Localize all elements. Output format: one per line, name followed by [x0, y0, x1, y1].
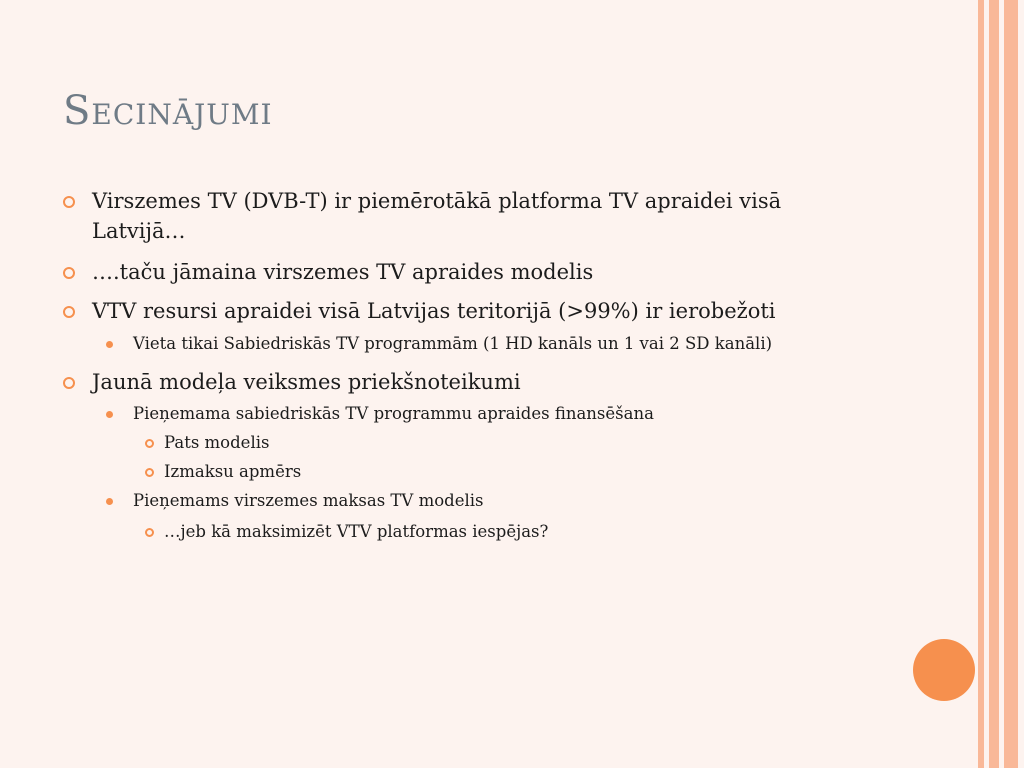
slide-title: Secinājumi [63, 88, 273, 134]
bullet-4-1-1: Pats modelis [164, 433, 270, 452]
bullet-dot-icon [106, 341, 113, 348]
bullet-1-continued: Latvijā… [92, 219, 186, 243]
edge-stripe [1018, 0, 1024, 768]
bullet-ring-icon [63, 306, 75, 318]
bullet-4-1-2: Izmaksu apmērs [164, 462, 302, 481]
bullet-dot-icon [106, 411, 113, 418]
bullet-small-ring-icon [145, 468, 154, 477]
bullet-ring-icon [63, 196, 75, 208]
bullet-1: Virszemes TV (DVB-T) ir piemērotākā platforma TV apraidei visā [92, 189, 782, 213]
edge-stripe [989, 0, 999, 768]
bullet-ring-icon [63, 377, 75, 389]
bullet-dot-icon [106, 498, 113, 505]
edge-stripe [1004, 0, 1018, 768]
bullet-4-2-1: …jeb kā maksimizēt VTV platformas iespējas? [164, 522, 549, 541]
bullet-small-ring-icon [145, 439, 154, 448]
bullet-small-ring-icon [145, 528, 154, 537]
bullet-3: VTV resursi apraidei visā Latvijas teritorijā (>99%) ir ierobežoti [92, 299, 776, 323]
bullet-4: Jaunā modeļa veiksmes priekšnoteikumi [92, 370, 521, 394]
bullet-4-1: Pieņemama sabiedriskās TV programmu apraides finansēšana [133, 404, 654, 423]
bullet-ring-icon [63, 267, 75, 279]
bullet-2: ….taču jāmaina virszemes TV apraides modelis [92, 260, 594, 284]
bullet-4-2: Pieņemams virszemes maksas TV modelis [133, 491, 484, 510]
bullet-3-1: Vieta tikai Sabiedriskās TV programmām (1 HD kanāls un 1 vai 2 SD kanāli) [133, 334, 773, 353]
decorative-circle [913, 639, 975, 701]
